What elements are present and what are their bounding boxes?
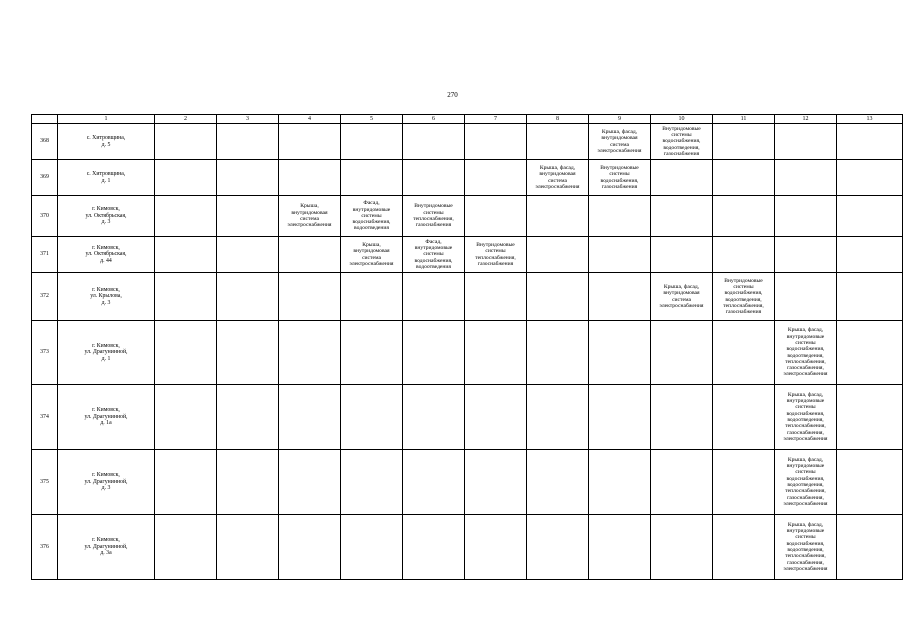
page-number: 270	[447, 91, 458, 99]
work-type-cell: Крыша, внутридомовая система электроснабжения	[279, 196, 341, 237]
empty-cell	[837, 450, 903, 515]
empty-cell	[589, 515, 651, 580]
empty-cell	[403, 273, 465, 321]
empty-cell	[651, 385, 713, 450]
work-type-cell: Фасад, внутридомовые системы водоснабжения, водоотведения	[341, 196, 403, 237]
row-number-cell: 375	[32, 450, 58, 515]
empty-cell	[651, 160, 713, 196]
address-cell: г. Кимовск, ул. Драгунинной, д. 1	[58, 321, 155, 385]
empty-cell	[465, 124, 527, 160]
empty-cell	[341, 515, 403, 580]
column-header	[32, 115, 58, 124]
empty-cell	[837, 160, 903, 196]
empty-cell	[713, 515, 775, 580]
row-number-cell: 368	[32, 124, 58, 160]
empty-cell	[155, 196, 217, 237]
empty-cell	[713, 160, 775, 196]
empty-cell	[775, 160, 837, 196]
table-row	[32, 321, 903, 385]
empty-cell	[589, 273, 651, 321]
empty-cell	[527, 321, 589, 385]
work-type-cell: Крыша, фасад, внутридомовая система электроснабжения	[589, 124, 651, 160]
row-number-cell: 373	[32, 321, 58, 385]
empty-cell	[713, 124, 775, 160]
empty-cell	[651, 321, 713, 385]
column-header: 12	[775, 115, 837, 124]
work-type-cell: Внутридомовые системы водоснабжения, газоснабжения	[589, 160, 651, 196]
empty-cell	[837, 385, 903, 450]
empty-cell	[217, 450, 279, 515]
table-row	[32, 124, 903, 160]
empty-cell	[279, 160, 341, 196]
empty-cell	[589, 196, 651, 237]
empty-cell	[279, 273, 341, 321]
empty-cell	[651, 196, 713, 237]
column-header: 4	[279, 115, 341, 124]
table-row	[32, 450, 903, 515]
empty-cell	[589, 385, 651, 450]
empty-cell	[403, 321, 465, 385]
empty-cell	[527, 237, 589, 273]
address-cell: с. Хитровщина, д. 1	[58, 160, 155, 196]
table-row	[32, 160, 903, 196]
empty-cell	[651, 450, 713, 515]
empty-cell	[713, 196, 775, 237]
empty-cell	[589, 321, 651, 385]
empty-cell	[837, 321, 903, 385]
empty-cell	[589, 450, 651, 515]
empty-cell	[217, 124, 279, 160]
row-number-cell: 371	[32, 237, 58, 273]
empty-cell	[837, 515, 903, 580]
row-number-cell: 372	[32, 273, 58, 321]
row-number-cell: 376	[32, 515, 58, 580]
table-row	[32, 273, 903, 321]
empty-cell	[837, 237, 903, 273]
address-cell: г. Кимовск, ул. Драгунинной, д. 3	[58, 450, 155, 515]
address-cell: г. Кимовск, ул. Драгунинной, д. 3а	[58, 515, 155, 580]
empty-cell	[279, 124, 341, 160]
empty-cell	[713, 237, 775, 273]
column-header: 13	[837, 115, 903, 124]
empty-cell	[837, 124, 903, 160]
empty-cell	[341, 160, 403, 196]
empty-cell	[651, 515, 713, 580]
empty-cell	[465, 160, 527, 196]
work-type-cell: Крыша, фасад, внутридомовые системы водоснабжения, водоотведения, теплоснабжения, газоснабжения, электроснабжения	[775, 515, 837, 580]
row-number-cell: 374	[32, 385, 58, 450]
header-row	[32, 115, 903, 124]
empty-cell	[341, 385, 403, 450]
empty-cell	[279, 237, 341, 273]
column-header: 11	[713, 115, 775, 124]
empty-cell	[775, 196, 837, 237]
empty-cell	[155, 515, 217, 580]
column-header: 5	[341, 115, 403, 124]
column-header: 8	[527, 115, 589, 124]
empty-cell	[217, 160, 279, 196]
row-number-cell: 370	[32, 196, 58, 237]
empty-cell	[155, 237, 217, 273]
empty-cell	[527, 273, 589, 321]
empty-cell	[217, 273, 279, 321]
empty-cell	[279, 515, 341, 580]
work-type-cell: Внутридомовые системы водоснабжения, водоотведения, газоснабжения	[651, 124, 713, 160]
empty-cell	[403, 450, 465, 515]
column-header: 2	[155, 115, 217, 124]
empty-cell	[465, 450, 527, 515]
empty-cell	[713, 450, 775, 515]
empty-cell	[403, 515, 465, 580]
column-header: 1	[58, 115, 155, 124]
empty-cell	[279, 385, 341, 450]
empty-cell	[465, 273, 527, 321]
empty-cell	[837, 196, 903, 237]
column-header: 9	[589, 115, 651, 124]
empty-cell	[155, 124, 217, 160]
empty-cell	[217, 515, 279, 580]
empty-cell	[341, 124, 403, 160]
work-type-cell: Внутридомовые системы теплоснабжения, газоснабжения	[403, 196, 465, 237]
address-cell: г. Кимовск, ул. Драгунинной, д. 1а	[58, 385, 155, 450]
work-type-cell: Внутридомовые системы теплоснабжения, газоснабжения	[465, 237, 527, 273]
column-header: 7	[465, 115, 527, 124]
empty-cell	[403, 385, 465, 450]
empty-cell	[217, 321, 279, 385]
address-cell: г. Кимовск, ул. Октябрьская, д. 44	[58, 237, 155, 273]
empty-cell	[341, 450, 403, 515]
row-number-cell: 369	[32, 160, 58, 196]
empty-cell	[217, 237, 279, 273]
empty-cell	[279, 450, 341, 515]
work-type-cell: Внутридомовые системы водоснабжения, водоотведения, теплоснабжения, газоснабжения	[713, 273, 775, 321]
empty-cell	[217, 196, 279, 237]
empty-cell	[775, 237, 837, 273]
empty-cell	[713, 385, 775, 450]
empty-cell	[155, 321, 217, 385]
empty-cell	[775, 273, 837, 321]
empty-cell	[465, 515, 527, 580]
column-header: 10	[651, 115, 713, 124]
table-row	[32, 515, 903, 580]
table-row	[32, 385, 903, 450]
table-row	[32, 237, 903, 273]
empty-cell	[155, 273, 217, 321]
work-type-cell: Крыша, фасад, внутридомовая система электроснабжения	[651, 273, 713, 321]
column-header: 3	[217, 115, 279, 124]
work-type-cell: Фасад, внутридомовые системы водоснабжения, водоотведения	[403, 237, 465, 273]
work-type-cell: Крыша, фасад, внутридомовые системы водоснабжения, водоотведения, теплоснабжения, газоснабжения, электроснабжения	[775, 321, 837, 385]
empty-cell	[527, 196, 589, 237]
empty-cell	[155, 450, 217, 515]
table-row	[32, 196, 903, 237]
empty-cell	[837, 273, 903, 321]
empty-cell	[155, 385, 217, 450]
empty-cell	[279, 321, 341, 385]
empty-cell	[775, 124, 837, 160]
empty-cell	[155, 160, 217, 196]
address-cell: г. Кимовск, ул. Крылова, д. 3	[58, 273, 155, 321]
empty-cell	[341, 321, 403, 385]
empty-cell	[403, 124, 465, 160]
work-type-cell: Крыша, внутридомовая система электроснабжения	[341, 237, 403, 273]
empty-cell	[217, 385, 279, 450]
empty-cell	[589, 237, 651, 273]
work-type-cell: Крыша, фасад, внутридомовая система электроснабжения	[527, 160, 589, 196]
column-header: 6	[403, 115, 465, 124]
empty-cell	[341, 273, 403, 321]
empty-cell	[527, 124, 589, 160]
empty-cell	[713, 321, 775, 385]
work-type-cell: Крыша, фасад, внутридомовые системы водоснабжения, водоотведения, теплоснабжения, газоснабжения, электроснабжения	[775, 450, 837, 515]
repair-schedule-table	[31, 114, 903, 580]
address-cell: с. Хитровщина, д. 5	[58, 124, 155, 160]
empty-cell	[465, 321, 527, 385]
address-cell: г. Кимовск, ул. Октябрьская, д. 3	[58, 196, 155, 237]
empty-cell	[527, 450, 589, 515]
empty-cell	[527, 515, 589, 580]
empty-cell	[651, 237, 713, 273]
empty-cell	[465, 385, 527, 450]
work-type-cell: Крыша, фасад, внутридомовые системы водоснабжения, водоотведения, теплоснабжения, газоснабжения, электроснабжения	[775, 385, 837, 450]
empty-cell	[527, 385, 589, 450]
empty-cell	[403, 160, 465, 196]
empty-cell	[465, 196, 527, 237]
